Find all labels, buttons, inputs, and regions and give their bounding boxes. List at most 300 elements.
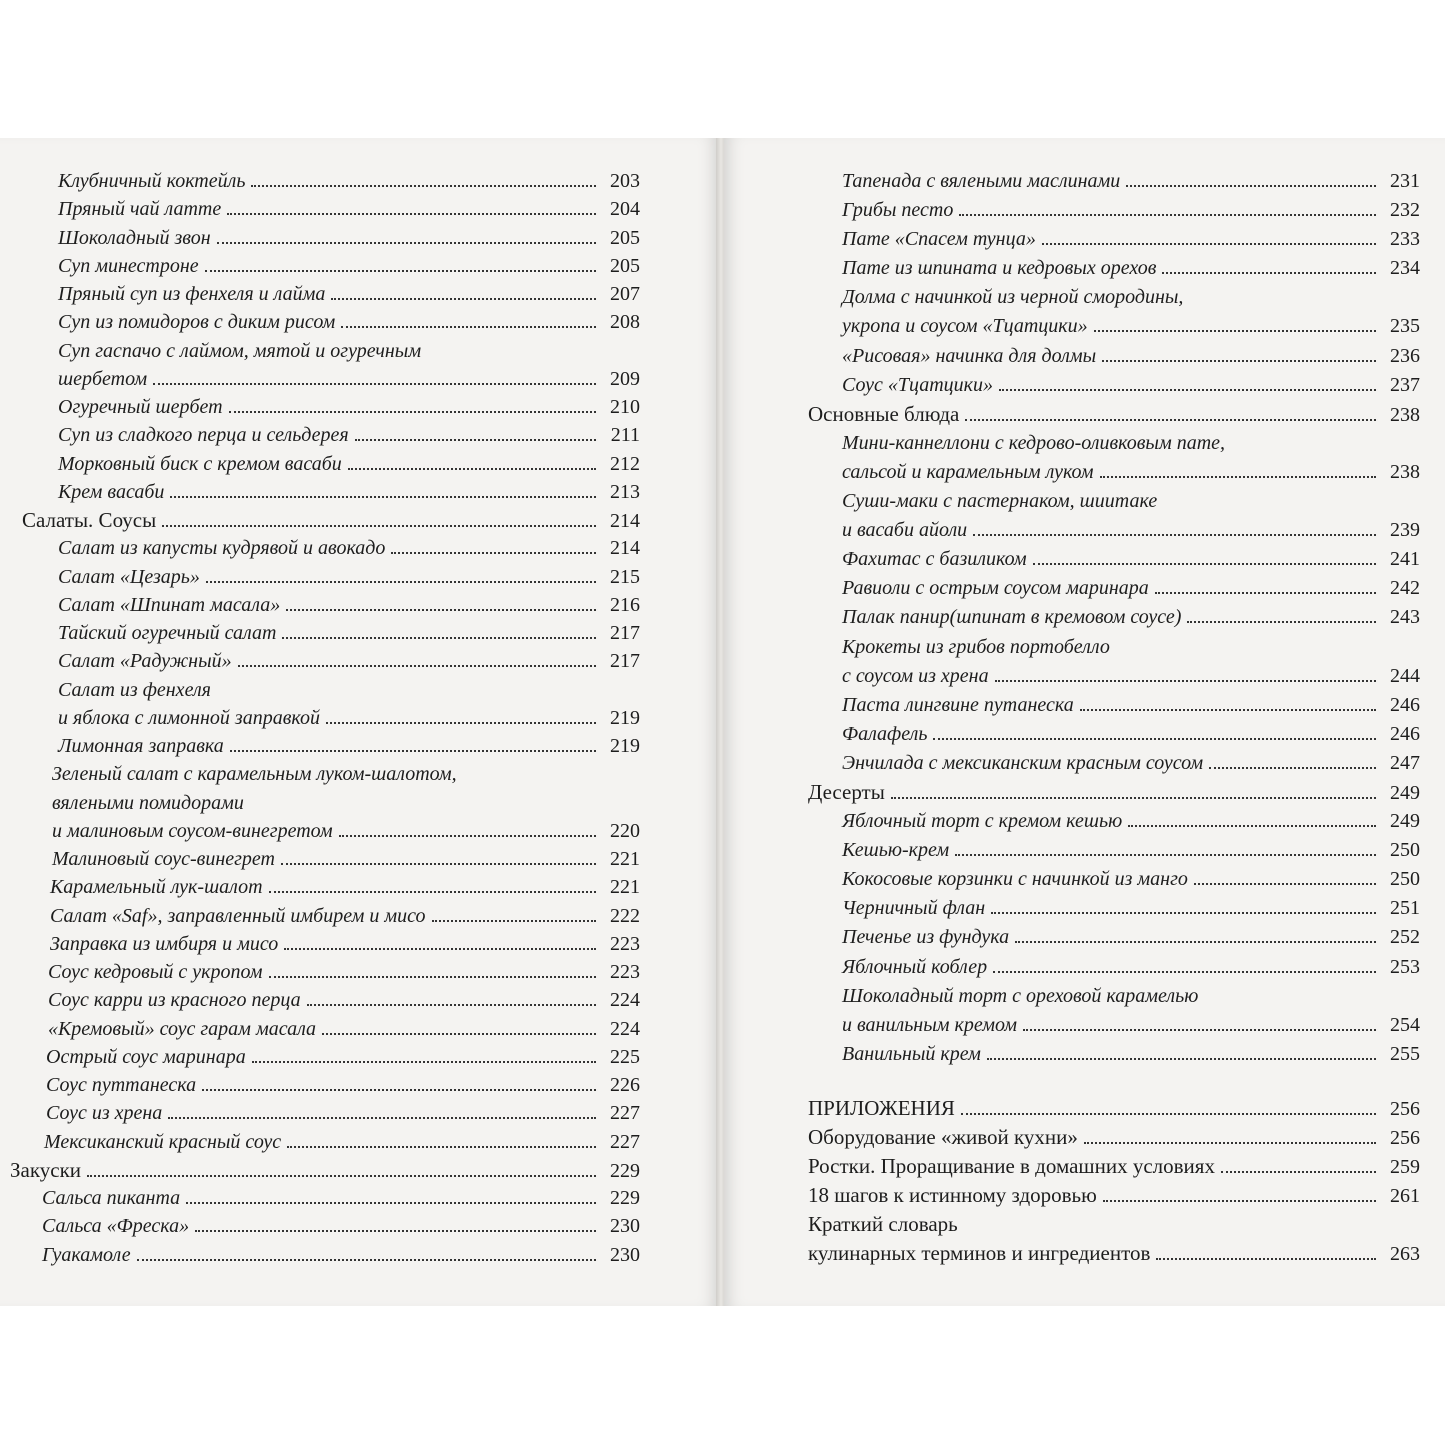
toc-entry-row <box>58 647 640 675</box>
toc-section-entry <box>724 1181 1420 1210</box>
toc-entry-row <box>842 923 1420 952</box>
toc-recipe-entry <box>724 545 1420 574</box>
toc-page-number: 227 <box>610 1102 640 1125</box>
toc-entry-title: Соус из хрена <box>46 1099 164 1127</box>
toc-page-number: 249 <box>1390 810 1420 833</box>
toc-entry-row <box>58 365 640 393</box>
toc-recipe-entry <box>724 982 1420 1011</box>
dot-leader <box>326 722 596 724</box>
toc-entry-title: кулинарных терминов и ингредиентов <box>808 1239 1152 1268</box>
toc-entry-title: с соусом из хрена <box>842 662 991 691</box>
toc-page-number: 249 <box>1390 781 1420 804</box>
toc-entry-title: Суп минестроне <box>58 252 201 280</box>
dot-leader <box>195 1230 596 1232</box>
toc-entry-row <box>842 662 1420 691</box>
toc-entry-title: Ванильный крем <box>842 1040 983 1069</box>
dot-leader <box>348 468 596 470</box>
toc-entry-title: и васаби айоли <box>842 516 969 545</box>
toc-entry-title: Соус карри из красного перца <box>48 986 303 1014</box>
toc-page-number: 216 <box>610 593 640 616</box>
toc-entry-row <box>58 252 640 280</box>
toc-page-number: 241 <box>1390 548 1420 571</box>
toc-entry-row <box>842 982 1200 1011</box>
toc-recipe-entry <box>724 1040 1420 1069</box>
toc-entry-row <box>842 283 1185 312</box>
toc-recipe-entry <box>0 1212 640 1240</box>
toc-page-number: 204 <box>610 198 640 221</box>
toc-recipe-entry <box>0 393 640 421</box>
dot-leader <box>933 738 1376 740</box>
toc-entry-title: Пряный чай латте <box>58 195 223 223</box>
toc-entry-title: Салат «Шпинат масала» <box>58 591 282 619</box>
toc-recipe-entry <box>0 252 640 280</box>
dot-leader <box>206 581 596 583</box>
dot-leader <box>991 912 1376 914</box>
toc-entry-row <box>842 574 1420 603</box>
toc-entry-row <box>842 633 1112 662</box>
toc-recipe-entry <box>0 280 640 308</box>
toc-entry-title: и ванильным кремом <box>842 1011 1019 1040</box>
toc-recipe-entry <box>0 873 640 901</box>
toc-page-number: 250 <box>1390 839 1420 862</box>
dot-leader <box>1015 941 1376 943</box>
toc-page-number: 219 <box>610 706 640 729</box>
toc-entry-row <box>58 563 640 591</box>
dot-leader <box>322 1033 596 1035</box>
toc-entry-row <box>58 450 640 478</box>
dot-leader <box>153 383 596 385</box>
dot-leader <box>1102 360 1376 362</box>
dot-leader <box>995 680 1376 682</box>
toc-recipe-entry <box>724 894 1420 923</box>
toc-entry-row <box>808 400 1420 430</box>
toc-entry-title: Соус кедровый с укропом <box>48 958 265 986</box>
dot-leader <box>282 637 596 639</box>
toc-entry-title: Лимонная заправка <box>58 732 226 760</box>
toc-entry-title: Мини-каннеллони с кедрово-оливковым пате, <box>842 429 1227 458</box>
toc-entry-row <box>46 1071 640 1099</box>
toc-page-number: 217 <box>610 622 640 644</box>
dot-leader <box>1094 330 1376 332</box>
toc-entry-title: Заправка из имбиря и мисо <box>50 930 280 958</box>
toc-page-number: 227 <box>610 1130 640 1153</box>
toc-entry-row <box>58 167 640 195</box>
toc-entry-row <box>58 393 640 421</box>
toc-entry-title: Краткий словарь <box>808 1210 960 1239</box>
dot-leader <box>229 411 596 413</box>
toc-entry-title: Долма с начинкой из черной смородины, <box>842 283 1185 312</box>
toc-recipe-entry <box>0 308 640 336</box>
toc-page-number: 247 <box>1390 751 1420 774</box>
toc-recipe-entry <box>724 371 1420 400</box>
toc-page-number: 236 <box>1390 344 1420 367</box>
toc-entry-row <box>52 845 640 873</box>
dot-leader <box>170 496 596 498</box>
dot-leader <box>205 270 596 272</box>
toc-entry-title: Палак панир(шпинат в кремовом соусе) <box>842 603 1183 632</box>
toc-recipe-entry <box>0 1099 640 1127</box>
toc-recipe-entry <box>0 930 640 958</box>
toc-page-number: 263 <box>1390 1243 1420 1266</box>
toc-entry-row <box>808 1123 1420 1153</box>
toc-page-number: 221 <box>610 848 640 870</box>
toc-entry-title: Салат из капусты кудрявой и авокадо <box>58 534 387 562</box>
toc-entry-row <box>48 1015 640 1043</box>
toc-page-number: 229 <box>610 1159 640 1182</box>
toc-recipe-entry <box>724 865 1420 894</box>
dot-leader <box>355 439 596 441</box>
toc-page-number: 246 <box>1390 693 1420 716</box>
dot-leader <box>999 389 1376 391</box>
dot-leader <box>87 1175 596 1177</box>
dot-leader <box>252 1061 596 1063</box>
toc-page-number: 213 <box>610 480 640 503</box>
toc-entry-row <box>46 1099 640 1127</box>
toc-entry-title: Соус путтанеска <box>46 1071 198 1099</box>
dot-leader <box>1128 825 1376 827</box>
toc-entry-row <box>58 224 640 252</box>
toc-list-right <box>724 167 1420 1268</box>
toc-entry-title: Тайский огуречный салат <box>58 619 278 647</box>
toc-entry-row <box>808 778 1420 808</box>
toc-entry-row <box>42 1241 640 1269</box>
toc-entry-title: Клубничный коктейль <box>58 167 247 195</box>
toc-entry-title: Паста лингвине путанеска <box>842 691 1076 720</box>
toc-entry-row <box>58 534 640 562</box>
toc-recipe-entry <box>724 429 1420 458</box>
toc-page-number: 261 <box>1390 1185 1420 1208</box>
toc-recipe-entry <box>0 817 640 845</box>
toc-recipe-entry <box>0 1071 640 1099</box>
toc-page-number: 229 <box>610 1187 640 1209</box>
toc-recipe-entry <box>724 603 1420 632</box>
toc-page-number: 222 <box>610 904 640 927</box>
toc-entry-title: Салат «Saf», заправленный имбирем и мисо <box>50 902 428 930</box>
toc-page-number: 208 <box>610 311 640 334</box>
toc-entry-title: Основные блюда <box>808 400 961 429</box>
toc-section-entry <box>724 1152 1420 1181</box>
toc-entry-title: Фахитас с базиликом <box>842 545 1029 574</box>
toc-page-number: 223 <box>610 961 640 983</box>
toc-page-number: 226 <box>610 1074 640 1096</box>
toc-recipe-entry <box>724 225 1420 254</box>
dot-leader <box>339 835 596 837</box>
toc-page-number: 207 <box>610 283 640 305</box>
toc-page-number: 238 <box>1390 460 1420 483</box>
toc-page-number: 217 <box>610 650 640 673</box>
toc-entry-row <box>48 986 640 1014</box>
toc-entry-row <box>58 619 640 647</box>
dot-leader <box>1023 1029 1376 1031</box>
toc-recipe-entry <box>724 807 1420 836</box>
toc-page-number: 214 <box>610 510 640 532</box>
toc-recipe-entry <box>0 224 640 252</box>
toc-entry-title: Десерты <box>808 778 887 807</box>
dot-leader <box>227 213 596 215</box>
toc-page-number: 211 <box>610 424 640 447</box>
toc-entry-title: Оборудование «живой кухни» <box>808 1123 1080 1152</box>
toc-entry-title: Соус «Тцатцики» <box>842 371 995 400</box>
toc-entry-title: шербетом <box>58 365 149 393</box>
dot-leader <box>1162 272 1376 274</box>
toc-entry-title: Суп из сладкого перца и сельдерея <box>58 421 351 449</box>
toc-entry-title: Морковный биск с кремом васаби <box>58 450 344 478</box>
toc-recipe-entry <box>0 1128 640 1156</box>
toc-entry-title: Шоколадный торт с ореховой карамелью <box>842 982 1200 1011</box>
toc-page-number: 230 <box>610 1215 640 1238</box>
toc-entry-title: Яблочный торт с кремом кешью <box>842 807 1124 836</box>
toc-entry-title: Пате «Спасем тунца» <box>842 225 1038 254</box>
toc-entry-row <box>10 1156 640 1185</box>
toc-entry-row <box>842 953 1420 982</box>
toc-entry-row <box>808 1094 1420 1124</box>
toc-recipe-entry <box>0 676 640 704</box>
toc-entry-row <box>52 789 246 817</box>
toc-entry-row <box>58 732 640 760</box>
toc-recipe-entry <box>724 720 1420 749</box>
toc-section-entry <box>724 1239 1420 1268</box>
dot-leader <box>269 891 596 893</box>
toc-page-number: 233 <box>1390 228 1420 251</box>
toc-page-number: 205 <box>610 226 640 249</box>
toc-recipe-entry <box>724 749 1420 778</box>
dot-leader <box>1033 563 1376 565</box>
toc-recipe-entry <box>724 953 1420 982</box>
toc-recipe-entry <box>0 845 640 873</box>
toc-page-number: 243 <box>1390 606 1420 629</box>
toc-entry-title: Кешью-крем <box>842 836 951 865</box>
dot-leader <box>1080 709 1376 711</box>
dot-leader <box>331 298 596 300</box>
toc-entry-title: Гуакамоле <box>42 1241 133 1269</box>
toc-entry-row <box>808 1152 1420 1182</box>
dot-leader <box>1084 1142 1376 1144</box>
toc-page-number: 205 <box>610 254 640 277</box>
toc-entry-row <box>842 487 1159 516</box>
toc-entry-row <box>842 167 1420 196</box>
toc-entry-title: укропа и соусом «Тцатцики» <box>842 312 1090 341</box>
toc-entry-row <box>842 516 1420 545</box>
toc-entry-row <box>50 873 640 901</box>
dot-leader <box>341 326 596 328</box>
toc-page-number: 221 <box>610 876 640 899</box>
toc-entry-title: «Кремовый» соус гарам масала <box>48 1015 318 1043</box>
toc-entry-title: Сальса пиканта <box>42 1184 182 1212</box>
toc-entry-row <box>58 337 423 365</box>
dot-leader <box>965 419 1376 421</box>
dot-leader <box>891 797 1376 799</box>
toc-entry-row <box>842 371 1420 400</box>
toc-entry-row <box>842 429 1227 458</box>
dot-leader <box>1155 592 1376 594</box>
toc-entry-title: ПРИЛОЖЕНИЯ <box>808 1094 957 1123</box>
toc-entry-title: Энчилада с мексиканским красным соусом <box>842 749 1205 778</box>
dot-leader <box>230 750 596 752</box>
toc-entry-title: Салаты. Соусы <box>22 508 157 532</box>
toc-recipe-entry <box>724 662 1420 691</box>
toc-entry-title: Тапенада с вялеными маслинами <box>842 167 1122 196</box>
toc-page-number: 203 <box>610 170 640 192</box>
toc-recipe-entry <box>0 1241 640 1269</box>
toc-recipe-entry <box>0 1043 640 1071</box>
toc-entry-row <box>48 958 640 986</box>
toc-page-number: 252 <box>1390 926 1420 949</box>
toc-entry-row <box>42 1212 640 1240</box>
toc-recipe-entry <box>724 836 1420 865</box>
toc-entry-title: «Рисовая» начинка для долмы <box>842 342 1098 371</box>
toc-page-number: 251 <box>1390 897 1420 920</box>
toc-recipe-entry <box>724 458 1420 487</box>
toc-entry-row <box>50 902 640 930</box>
toc-entry-row <box>842 894 1420 923</box>
toc-page-number: 246 <box>1390 722 1420 745</box>
dot-leader <box>307 1004 596 1006</box>
toc-entry-title: Суп гаспачо с лаймом, мятой и огуречным <box>58 337 423 365</box>
dot-leader <box>238 665 596 667</box>
toc-entry-title: Сальса «Фреска» <box>42 1212 191 1240</box>
toc-section-entry <box>0 506 640 534</box>
toc-page-number: 256 <box>1390 1097 1420 1120</box>
toc-page-number: 225 <box>610 1045 640 1068</box>
toc-recipe-entry <box>724 167 1420 196</box>
toc-entry-title: Черничный флан <box>842 894 987 923</box>
toc-entry-title: Суп из помидоров с диким рисом <box>58 308 337 336</box>
toc-page-number: 220 <box>610 819 640 842</box>
toc-entry-title: Яблочный коблер <box>842 953 989 982</box>
toc-recipe-entry <box>724 283 1420 312</box>
toc-entry-row <box>50 930 640 958</box>
dot-leader <box>287 1146 596 1148</box>
dot-leader <box>1042 243 1376 245</box>
dot-leader <box>1126 185 1376 187</box>
toc-entry-title: Ростки. Проращивание в домашних условиях <box>808 1152 1217 1181</box>
dot-leader <box>1103 1200 1376 1202</box>
toc-page-number: 212 <box>610 452 640 475</box>
toc-recipe-entry <box>0 478 640 506</box>
toc-recipe-entry <box>0 732 640 760</box>
toc-entry-title: Карамельный лук-шалот <box>50 873 265 901</box>
toc-section-entry <box>724 1123 1420 1152</box>
toc-entry-row <box>842 458 1420 487</box>
toc-entry-title: Грибы песто <box>842 196 955 225</box>
toc-page-number: 209 <box>610 367 640 390</box>
toc-entry-title: вялеными помидорами <box>52 789 246 817</box>
toc-recipe-entry <box>0 591 640 619</box>
toc-entry-title: сальсой и карамельным луком <box>842 458 1096 487</box>
toc-entry-row <box>52 760 459 788</box>
toc-entry-row <box>58 195 640 223</box>
dot-leader <box>993 971 1376 973</box>
toc-entry-title: Салат из фенхеля <box>58 676 213 704</box>
toc-page-number: 219 <box>610 735 640 757</box>
toc-entry-row <box>842 603 1420 632</box>
toc-entry-row <box>842 1011 1420 1040</box>
toc-entry-row <box>58 478 640 506</box>
toc-entry-row <box>44 1128 640 1156</box>
toc-section-entry <box>0 1156 640 1184</box>
toc-entry-title: 18 шагов к истинному здоровью <box>808 1181 1099 1210</box>
toc-recipe-entry <box>0 534 640 562</box>
toc-recipe-entry <box>724 342 1420 371</box>
toc-entry-title: Печенье из фундука <box>842 923 1011 952</box>
dot-leader <box>168 1117 596 1119</box>
toc-page-number: 237 <box>1390 373 1420 396</box>
toc-page-number: 239 <box>1390 519 1420 542</box>
toc-list-left <box>0 167 640 1269</box>
toc-page-number: 224 <box>610 989 640 1012</box>
toc-page-number: 224 <box>610 1017 640 1040</box>
dot-leader <box>1187 621 1376 623</box>
dot-leader <box>284 948 596 950</box>
toc-recipe-entry <box>0 760 640 788</box>
toc-entry-row <box>58 676 213 704</box>
toc-recipe-entry <box>0 563 640 591</box>
toc-recipe-entry <box>724 254 1420 283</box>
dot-leader <box>251 185 596 187</box>
toc-entry-row <box>58 308 640 336</box>
toc-page-number: 215 <box>610 565 640 588</box>
toc-entry-title: Салат «Цезарь» <box>58 563 202 591</box>
toc-entry-title: Малиновый соус-винегрет <box>52 845 277 873</box>
toc-recipe-entry <box>0 704 640 732</box>
toc-entry-row <box>58 704 640 732</box>
toc-entry-title: и малиновым соусом-винегретом <box>52 817 335 845</box>
toc-recipe-entry <box>724 633 1420 662</box>
toc-entry-row <box>842 836 1420 865</box>
toc-recipe-entry <box>724 691 1420 720</box>
toc-entry-row <box>842 807 1420 836</box>
toc-recipe-entry <box>724 923 1420 952</box>
toc-recipe-entry <box>0 195 640 223</box>
toc-entry-row <box>52 817 640 845</box>
toc-entry-title: Пате из шпината и кедровых орехов <box>842 254 1158 283</box>
toc-recipe-entry <box>0 421 640 449</box>
toc-section-entry <box>724 1094 1420 1123</box>
toc-entry-row <box>842 1040 1420 1069</box>
toc-entry-row <box>808 1181 1420 1211</box>
toc-entry-row <box>842 254 1420 283</box>
toc-page-number: 210 <box>610 396 640 418</box>
toc-page-number: 242 <box>1390 577 1420 600</box>
dot-leader <box>432 920 596 922</box>
toc-entry-title: Мексиканский красный соус <box>44 1128 283 1156</box>
toc-entry-row <box>842 720 1420 749</box>
toc-entry-row <box>842 342 1420 371</box>
toc-page-number: 231 <box>1390 170 1420 192</box>
toc-entry-row <box>842 196 1420 225</box>
dot-leader <box>1100 476 1376 478</box>
toc-recipe-entry <box>724 574 1420 603</box>
toc-entry-title: Пряный суп из фенхеля и лайма <box>58 280 327 308</box>
toc-recipe-entry <box>0 167 640 195</box>
toc-recipe-entry <box>0 365 640 393</box>
toc-page-number: 238 <box>1390 403 1420 426</box>
right-page <box>724 138 1445 1306</box>
toc-recipe-entry <box>724 516 1420 545</box>
toc-entry-title: Крем васаби <box>58 478 166 506</box>
dot-leader <box>987 1058 1376 1060</box>
toc-page-number: 230 <box>610 1243 640 1266</box>
toc-page-number: 232 <box>1390 199 1420 222</box>
toc-page-number: 250 <box>1390 868 1420 891</box>
toc-recipe-entry <box>0 902 640 930</box>
toc-entry-title: Суши-маки с пастернаком, шиитаке <box>842 487 1159 516</box>
toc-entry-title: Фалафель <box>842 720 929 749</box>
toc-entry-row <box>842 545 1420 574</box>
toc-entry-row <box>842 865 1420 894</box>
toc-page-number: 256 <box>1390 1127 1420 1149</box>
toc-entry-row <box>22 506 640 535</box>
